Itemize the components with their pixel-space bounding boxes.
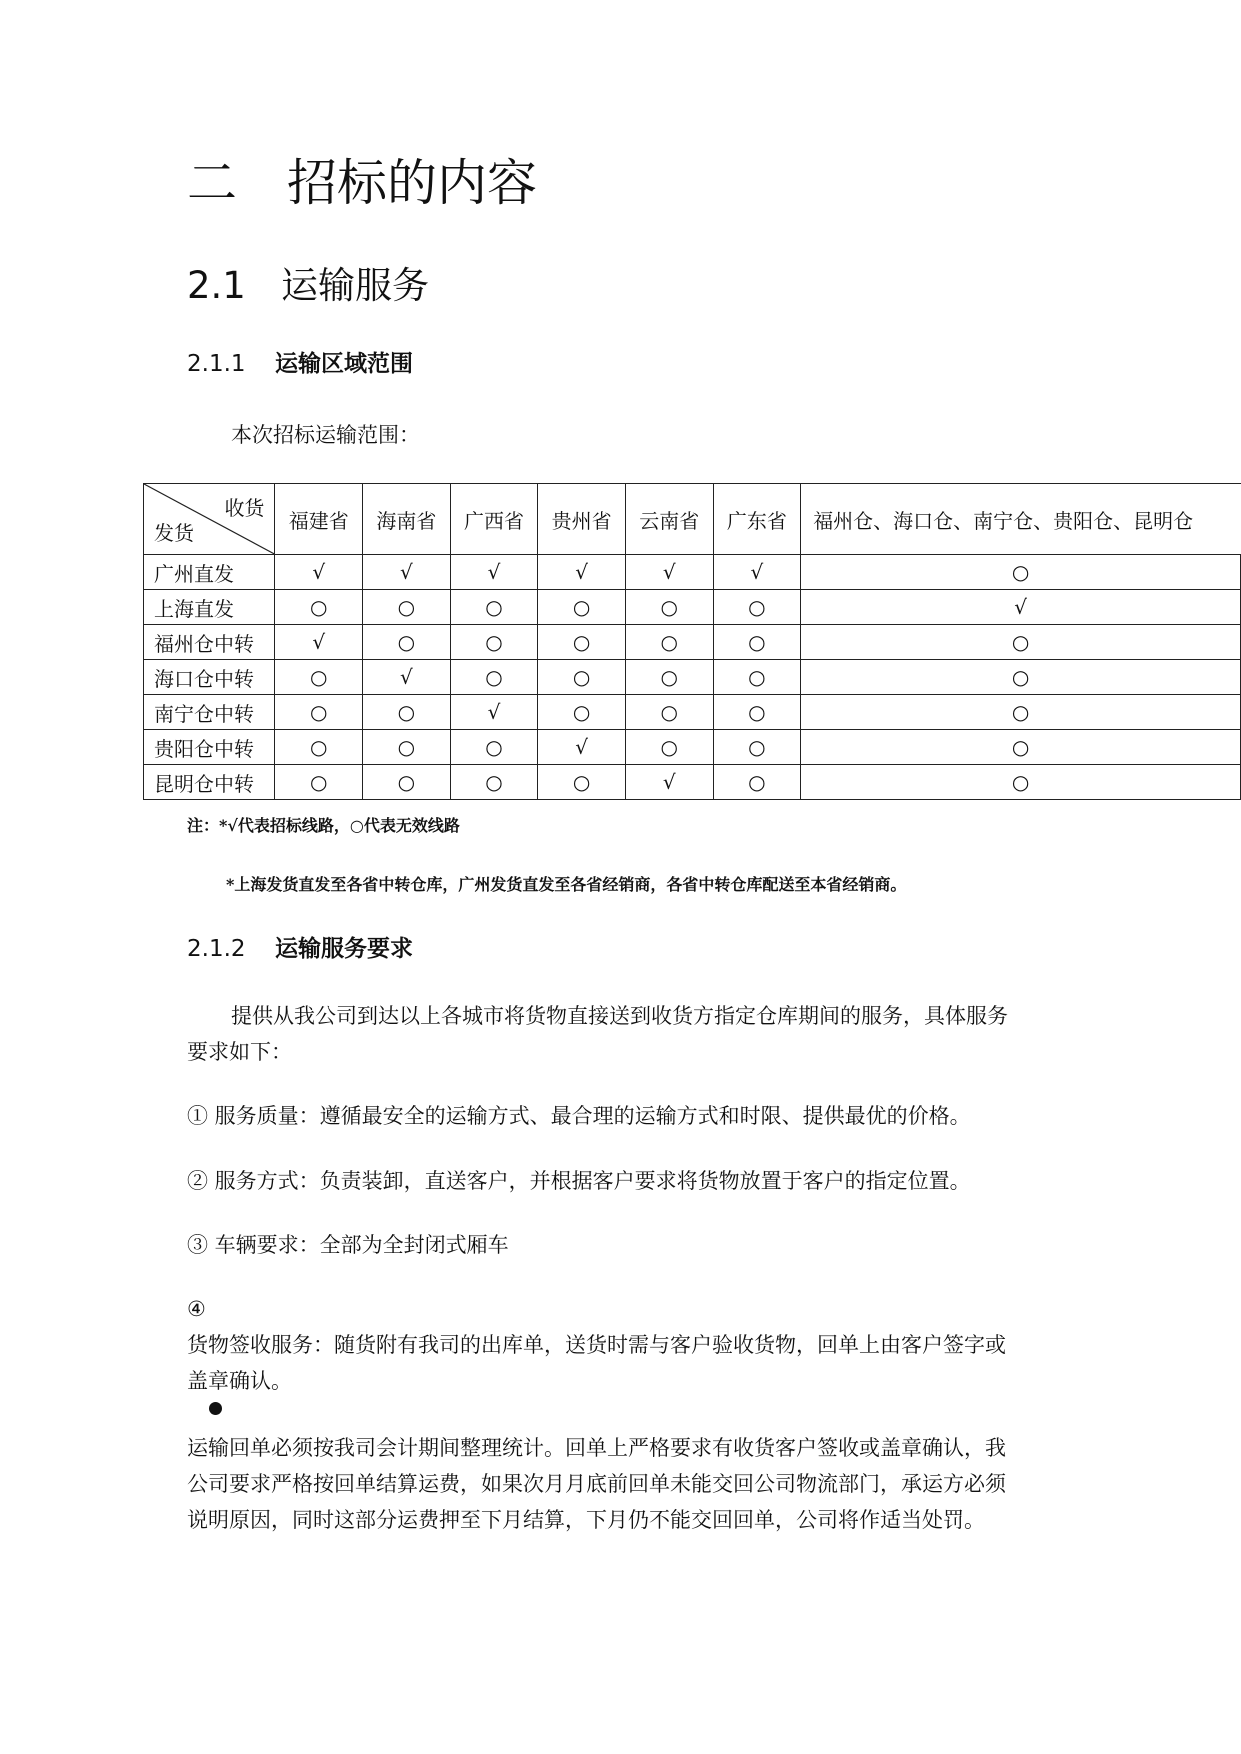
- circle-mark-icon: ○: [538, 660, 626, 695]
- circle-mark-icon: ○: [801, 555, 1241, 590]
- circle-mark-icon: ○: [275, 730, 363, 765]
- table-row: [144, 625, 1241, 660]
- circle-mark-icon: ○: [363, 765, 451, 800]
- requirement-item-4-line-1: 货物签收服务：随货附有我司的出库单，送货时需与客户验收货物，回单上由客户签字或: [187, 1333, 1006, 1357]
- circle-mark-icon: ○: [801, 730, 1241, 765]
- bullet-icon: [209, 1402, 222, 1415]
- circle-mark-icon: ○: [625, 625, 713, 660]
- subsection-title: 运输区域范围: [275, 351, 413, 377]
- circle-mark-icon: ○: [538, 625, 626, 660]
- chapter-title: 招标的内容: [287, 154, 537, 212]
- table-row: [144, 590, 1241, 625]
- check-mark-icon: √: [450, 555, 538, 590]
- circle-mark-icon: ○: [625, 695, 713, 730]
- column-header: 云南省: [625, 484, 713, 555]
- paragraph-2-line-3: 说明原因，同时这部分运费押至下月结算，下月仍不能交回回单，公司将作适当处罚。: [187, 1508, 985, 1532]
- column-header: 海南省: [363, 484, 451, 555]
- section-number: 2.1: [187, 264, 246, 307]
- section-title: 运输服务: [281, 264, 429, 307]
- circle-mark-icon: ○: [713, 695, 801, 730]
- circle-mark-icon: ○: [713, 765, 801, 800]
- intro-text: 本次招标运输范围：: [231, 423, 420, 447]
- row-label: 海口仓中转: [144, 660, 275, 695]
- circle-mark-icon: ○: [450, 765, 538, 800]
- corner-send-label: 发货: [154, 521, 194, 545]
- circle-mark-icon: ○: [363, 730, 451, 765]
- table-row: [144, 555, 1241, 590]
- table-row: [144, 730, 1241, 765]
- circle-mark-icon: ○: [625, 660, 713, 695]
- corner-cell: [144, 484, 275, 555]
- column-header: 福建省: [275, 484, 363, 555]
- paragraph-1-line-2: 要求如下：: [187, 1040, 292, 1064]
- circle-mark-icon: ○: [713, 730, 801, 765]
- circle-mark-icon: ○: [801, 765, 1241, 800]
- row-label: 上海直发: [144, 590, 275, 625]
- corner-receive-label: 收货: [224, 496, 265, 520]
- table-note-2: *上海发货直发至各省中转仓库，广州发货直发至各省经销商，各省中转仓库配送至本省经销商。: [226, 875, 907, 894]
- check-mark-icon: √: [713, 555, 801, 590]
- subsection-heading-2: [187, 934, 413, 964]
- circle-mark-icon: ○: [450, 660, 538, 695]
- chapter-heading: [187, 153, 537, 213]
- circle-mark-icon: ○: [801, 695, 1241, 730]
- circle-mark-icon: ○: [538, 765, 626, 800]
- circle-mark-icon: ○: [713, 625, 801, 660]
- section-heading: [187, 264, 429, 308]
- circle-mark-icon: ○: [450, 730, 538, 765]
- table-row: [144, 765, 1241, 800]
- requirement-item-4-line-2: 盖章确认。: [187, 1369, 292, 1393]
- table-body: [144, 555, 1241, 800]
- table-note-1: 注：*√代表招标线路，○代表无效线路: [187, 816, 460, 835]
- row-label: 广州直发: [144, 555, 275, 590]
- requirement-item-2: ② 服务方式：负责装卸，直送客户，并根据客户要求将货物放置于客户的指定位置。: [187, 1169, 971, 1193]
- circle-mark-icon: ○: [801, 660, 1241, 695]
- circle-mark-icon: ○: [450, 625, 538, 660]
- circle-mark-icon: ○: [363, 590, 451, 625]
- check-mark-icon: √: [801, 590, 1241, 625]
- check-mark-icon: √: [275, 555, 363, 590]
- column-header: 福州仓、海口仓、南宁仓、贵阳仓、昆明仓: [801, 484, 1241, 555]
- check-mark-icon: √: [625, 555, 713, 590]
- check-mark-icon: √: [538, 730, 626, 765]
- circle-mark-icon: ○: [713, 590, 801, 625]
- table-row: [144, 695, 1241, 730]
- requirement-item-3: ③ 车辆要求：全部为全封闭式厢车: [187, 1233, 509, 1257]
- circle-mark-icon: ○: [363, 625, 451, 660]
- subsection-heading-1: [187, 349, 413, 379]
- circle-mark-icon: ○: [275, 660, 363, 695]
- chapter-number: 二: [187, 154, 237, 212]
- circle-mark-icon: ○: [275, 765, 363, 800]
- circle-mark-icon: ○: [801, 625, 1241, 660]
- requirement-item-1: ① 服务质量：遵循最安全的运输方式、最合理的运输方式和时限、提供最优的价格。: [187, 1104, 971, 1128]
- column-header: 广西省: [450, 484, 538, 555]
- circle-mark-icon: ○: [625, 590, 713, 625]
- circle-mark-icon: ○: [450, 590, 538, 625]
- circle-mark-icon: ○: [538, 590, 626, 625]
- requirement-item-4-marker: ④: [187, 1297, 206, 1321]
- circle-mark-icon: ○: [713, 660, 801, 695]
- row-label: 南宁仓中转: [144, 695, 275, 730]
- paragraph-1-line-1: 提供从我公司到达以上各城市将货物直接送到收货方指定仓库期间的服务，具体服务: [231, 1004, 1008, 1028]
- check-mark-icon: √: [450, 695, 538, 730]
- row-label: 贵阳仓中转: [144, 730, 275, 765]
- paragraph-2-line-1: 运输回单必须按我司会计期间整理统计。回单上严格要求有收货客户签收或盖章确认，我: [187, 1436, 1006, 1460]
- row-label: 福州仓中转: [144, 625, 275, 660]
- check-mark-icon: √: [363, 660, 451, 695]
- subsection-title: 运输服务要求: [275, 936, 413, 962]
- paragraph-2-line-2: 公司要求严格按回单结算运费，如果次月月底前回单未能交回公司物流部门，承运方必须: [187, 1472, 1006, 1496]
- column-header: 广东省: [713, 484, 801, 555]
- circle-mark-icon: ○: [538, 695, 626, 730]
- circle-mark-icon: ○: [275, 695, 363, 730]
- circle-mark-icon: ○: [625, 730, 713, 765]
- transport-route-table: [143, 483, 1241, 800]
- check-mark-icon: √: [363, 555, 451, 590]
- circle-mark-icon: ○: [275, 590, 363, 625]
- row-label: 昆明仓中转: [144, 765, 275, 800]
- check-mark-icon: √: [275, 625, 363, 660]
- table-header-row: [144, 484, 1241, 555]
- table-row: [144, 660, 1241, 695]
- check-mark-icon: √: [538, 555, 626, 590]
- check-mark-icon: √: [625, 765, 713, 800]
- subsection-number: 2.1.1: [187, 351, 246, 377]
- circle-mark-icon: ○: [363, 695, 451, 730]
- subsection-number: 2.1.2: [187, 936, 246, 962]
- column-header: 贵州省: [538, 484, 626, 555]
